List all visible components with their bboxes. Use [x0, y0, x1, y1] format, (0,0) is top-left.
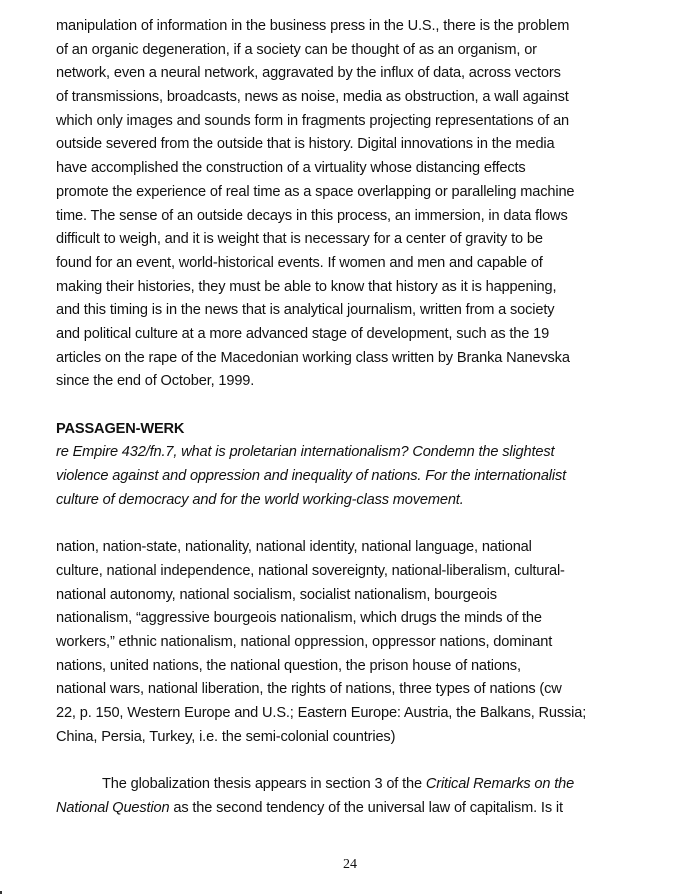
text-run: as the second tendency of the universal law of capitalism. Is it — [169, 799, 563, 816]
text-line: difficult to weigh, and it is weight that is necessary for a center of gravity to be — [56, 231, 543, 248]
text-line: manipulation of information in the business press in the U.S., there is the problem — [56, 18, 570, 34]
text-line: since the end of October, 1999. — [56, 373, 255, 390]
italic-note-line: re Empire 432/fn.7, what is proletarian internationalism? Condemn the slightest — [56, 444, 555, 461]
section-passagen-werk — [56, 418, 656, 513]
text-line: of an organic degeneration, if a society can be thought of as an organism, or — [56, 41, 537, 58]
document-page — [56, 15, 656, 820]
text-line: have accomplished the construction of a virtuality whose distancing effects — [56, 160, 526, 177]
text-line: which only images and sounds form in fragments projecting representations of an — [56, 112, 569, 129]
text-line: promote the experience of real time as a space overlapping or paralleling machine — [56, 183, 575, 200]
text-line: workers,” ethnic nationalism, national oppression, oppressor nations, dominant — [56, 633, 553, 650]
text-line: making their histories, they must be able to know that history as it is happening, — [56, 278, 557, 295]
text-line — [56, 797, 656, 821]
paragraph-body-2 — [56, 536, 656, 749]
paragraph-body-1 — [56, 15, 656, 394]
text-line: articles on the rape of the Macedonian working class written by Branka Nanevska — [56, 349, 570, 366]
text-line: outside severed from the outside that is history. Digital innovations in the media — [56, 136, 555, 153]
text-line: found for an event, world-historical events. If women and men and capable of — [56, 254, 543, 271]
text-line: and political culture at a more advanced stage of development, such as the 19 — [56, 325, 550, 342]
paragraph-spacer — [56, 394, 656, 418]
text-line: nation, nation-state, nationality, national identity, national language, national — [56, 539, 532, 556]
text-line: and this timing is in the news that is analytical journalism, written from a society — [56, 302, 555, 319]
text-line: time. The sense of an outside decays in this process, an immersion, in data flows — [56, 207, 568, 224]
text-line: China, Persia, Turkey, i.e. the semi-colonial countries) — [56, 728, 396, 745]
paragraph-spacer — [56, 749, 656, 773]
book-title: National Question — [56, 799, 170, 816]
text-line: network, even a neural network, aggravated by the influx of data, across vectors — [56, 65, 561, 82]
paragraph-spacer — [56, 512, 656, 536]
text-line: culture, national independence, national sovereignty, national-liberalism, cultural- — [56, 562, 565, 579]
text-run: The globalization thesis appears in section 3 of the — [102, 776, 426, 792]
scan-mark — [0, 891, 2, 894]
text-line: nations, united nations, the national question, the prison house of nations, — [56, 657, 521, 674]
book-title: Critical Remarks on the — [425, 776, 575, 792]
paragraph-body-3 — [56, 773, 656, 820]
section-heading: PASSAGEN-WERK — [56, 420, 185, 437]
text-line: national wars, national liberation, the rights of nations, three types of nations (cw — [56, 681, 562, 698]
text-line: 22, p. 150, Western Europe and U.S.; Eastern Europe: Austria, the Balkans, Russia; — [56, 704, 587, 721]
page-number: 24 — [343, 857, 357, 872]
italic-note-line: culture of democracy and for the world working-class movement. — [56, 491, 464, 508]
text-line — [56, 773, 656, 797]
text-line: national autonomy, national socialism, socialist nationalism, bourgeois — [56, 586, 497, 603]
text-line: of transmissions, broadcasts, news as noise, media as obstruction, a wall against — [56, 89, 569, 106]
text-line: nationalism, “aggressive bourgeois nationalism, which drugs the minds of the — [56, 610, 542, 627]
italic-note-line: violence against and oppression and inequality of nations. For the internationalist — [56, 468, 567, 485]
